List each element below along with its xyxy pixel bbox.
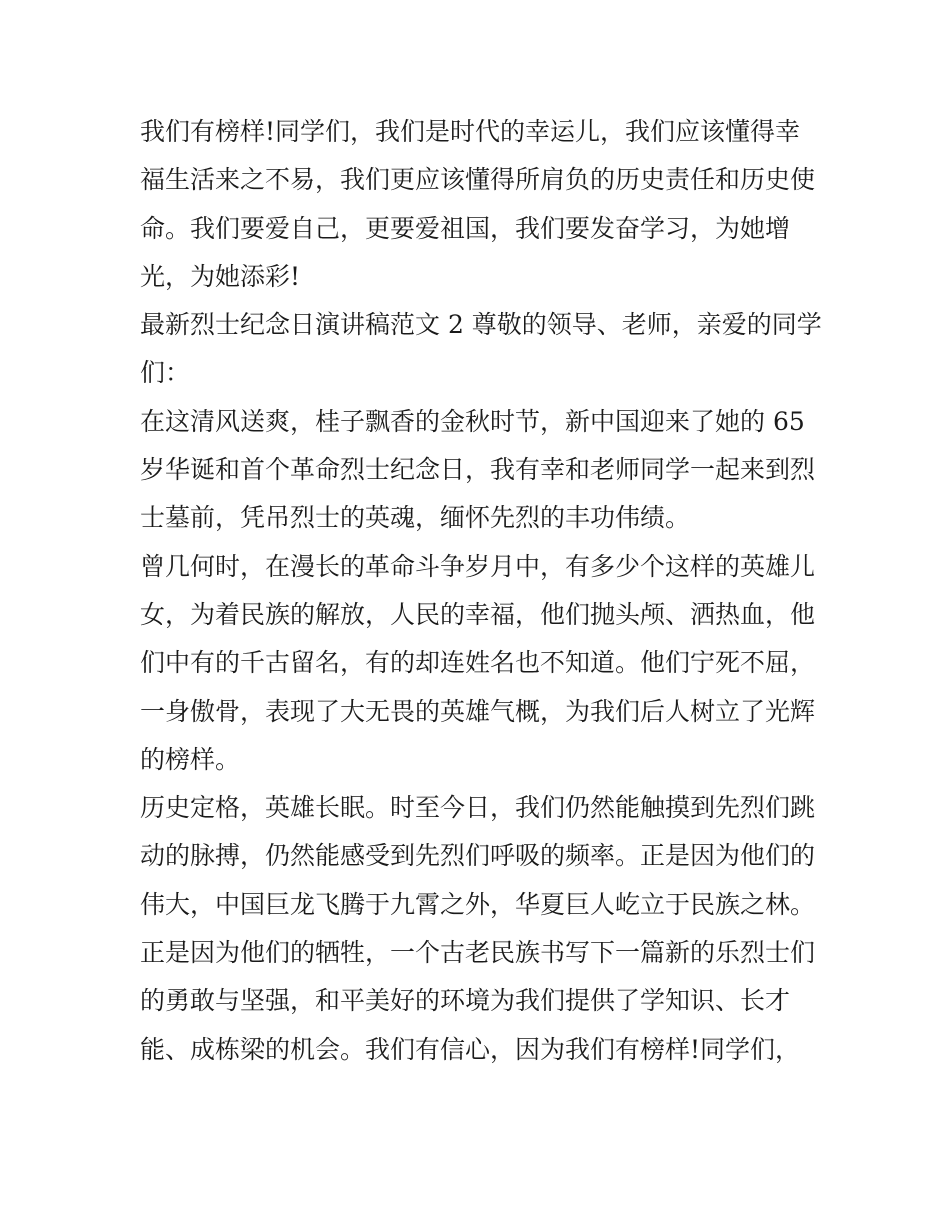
text-line: 在这清风送爽，桂子飘香的金秋时节，新中国迎来了她的 65: [140, 406, 805, 436]
text-line: 们中有的千古留名，有的却连姓名也不知道。他们宁死不屈，: [140, 648, 816, 678]
text-line: 一身傲骨，表现了大无畏的英雄气概，为我们后人树立了光辉: [140, 696, 816, 726]
text-line: 岁华诞和首个革命烈士纪念日，我有幸和老师同学一起来到烈: [140, 455, 816, 485]
text-line: 动的脉搏，仍然能感受到先烈们呼吸的频率。正是因为他们的: [140, 841, 816, 871]
text-line: 们：: [140, 358, 191, 388]
document-body: [140, 108, 820, 1074]
text-line: 士墓前，凭吊烈士的英魂，缅怀先烈的丰功伟绩。: [140, 503, 691, 533]
text-line: 的勇敢与坚强，和平美好的环境为我们提供了学知识、长才: [140, 986, 791, 1016]
text-line: 能、成栋梁的机会。我们有信心，因为我们有榜样!同学们，: [140, 1034, 801, 1064]
text-line: 的榜样。: [140, 744, 241, 774]
text-line: 历史定格，英雄长眠。时至今日，我们仍然能触摸到先烈们跳: [140, 793, 816, 823]
section-heading-line: 最新烈士纪念日演讲稿范文 2 尊敬的领导、老师，亲爱的同学: [140, 310, 822, 340]
text-line: 女，为着民族的解放，人民的幸福，他们抛头颅、洒热血，他: [140, 599, 816, 629]
text-line: 光，为她添彩!: [140, 261, 301, 291]
text-line: 我们有榜样!同学们，我们是时代的幸运儿，我们应该懂得幸: [140, 117, 801, 146]
text-line: 福生活来之不易，我们更应该懂得所肩负的历史责任和历史使: [140, 165, 816, 195]
text-line: 命。我们要爱自己，更要爱祖国，我们要发奋学习，为她增: [140, 213, 791, 243]
text-line: 正是因为他们的牺牲，一个古老民族书写下一篇新的乐烈士们: [140, 938, 816, 968]
text-line: 曾几何时，在漫长的革命斗争岁月中，有多少个这样的英雄儿: [140, 551, 816, 581]
text-line: 伟大，中国巨龙飞腾于九霄之外，华夏巨人屹立于民族之林。: [140, 889, 816, 919]
